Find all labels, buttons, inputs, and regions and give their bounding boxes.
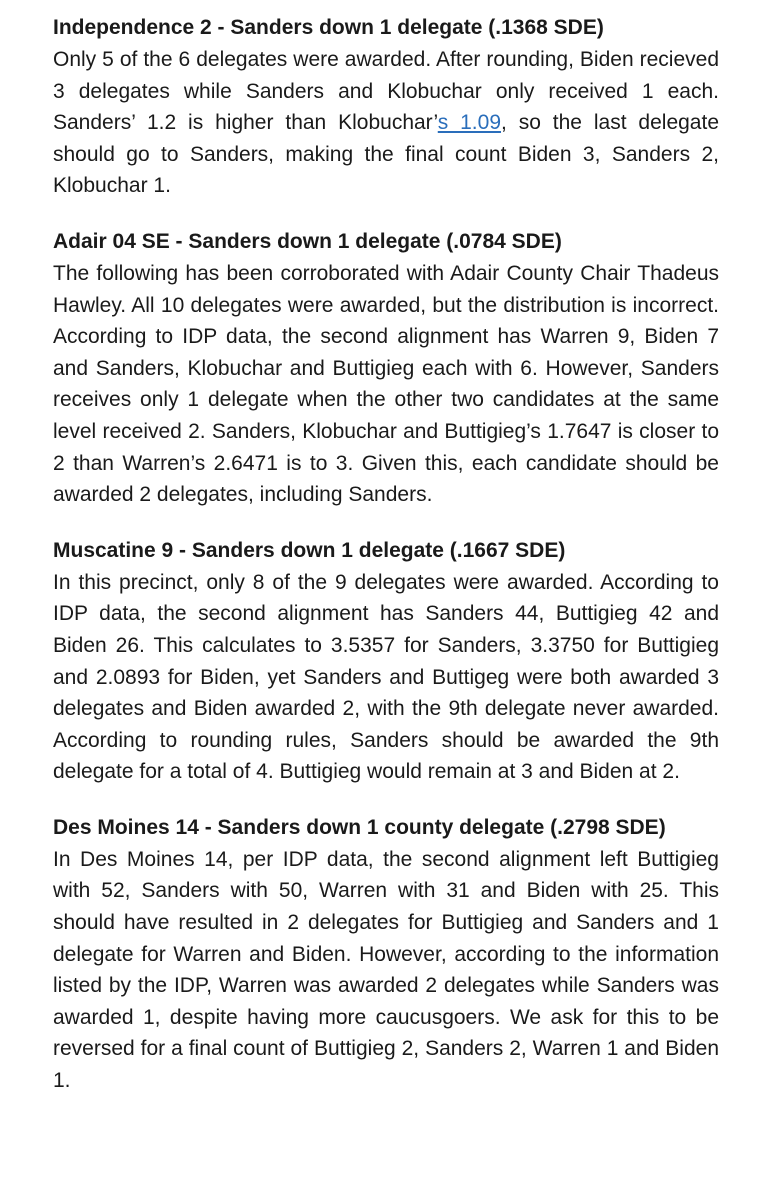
section-independence-2 bbox=[53, 12, 719, 202]
section-body: In Des Moines 14, per IDP data, the second alignment left Buttigieg with 52, Sanders with 50, Warren with 31 and Biden with 25. This should have resulted in 2 delegates for Buttigieg and Sanders and 1 delegate for Warren and Biden. However, according to the information listed by the IDP, Warren was awarded 2 delegates while Sanders was awarded 1, despite having more caucusgoers. We ask for this to be reversed for a final count of Buttigieg 2, Sanders 2, Warren 1 and Biden 1. bbox=[53, 847, 719, 1093]
body-text-after-link: , so the last delegate should go to Sanders, making the final count Biden 3, Sanders 2, Klobuchar 1. bbox=[53, 111, 719, 198]
section-heading: Independence 2 - Sanders down 1 delegate (.1368 SDE) bbox=[53, 16, 604, 39]
section-des-moines-14 bbox=[53, 812, 719, 1097]
section-heading: Des Moines 14 - Sanders down 1 county delegate (.2798 SDE) bbox=[53, 815, 666, 839]
section-heading: Adair 04 SE - Sanders down 1 delegate (.0784 SDE) bbox=[53, 229, 562, 253]
section-muscatine-9 bbox=[53, 535, 719, 788]
section-heading: Muscatine 9 - Sanders down 1 delegate (.1667 SDE) bbox=[53, 538, 566, 562]
section-body: The following has been corroborated with Adair County Chair Thadeus Hawley. All 10 delegates were awarded, but the distribution is incorrect. According to IDP data, the second alignment has Warren 9, Biden 7 and Sanders, Klobuchar and Buttigieg each with 6. However, Sanders receives only 1 delegate when the other two candidates at the same level received 2. Sanders, Klobuchar and Buttigieg’s 1.7647 is closer to 2 than Warren’s 2.6471 is to 3. Given this, each candidate should be awarded 2 delegates, including Sanders. bbox=[53, 261, 719, 507]
section-adair-04-se bbox=[53, 226, 719, 511]
body-text-before-link: Only 5 of the 6 delegates were awarded. After rounding, Biden recieved 3 delegates while Sanders and Klobuchar only received 1 each. Sanders’ 1.2 is higher than Klobuchar’ bbox=[53, 48, 719, 135]
klobuchar-1-09-link[interactable]: s 1.09 bbox=[437, 111, 502, 135]
section-body bbox=[53, 44, 719, 202]
section-body: In this precinct, only 8 of the 9 delegates were awarded. According to IDP data, the second alignment has Sanders 44, Buttigieg 42 and Biden 26. This calculates to 3.5357 for Sanders, 3.3750 for Buttigieg and 2.0893 for Biden, yet Sanders and Buttigeg were both awarded 3 delegates and Biden awarded 2, with the 9th delegate never awarded. According to rounding rules, Sanders should be awarded the 9th delegate for a total of 4. Buttigieg would remain at 3 and Biden at 2. bbox=[53, 570, 719, 784]
